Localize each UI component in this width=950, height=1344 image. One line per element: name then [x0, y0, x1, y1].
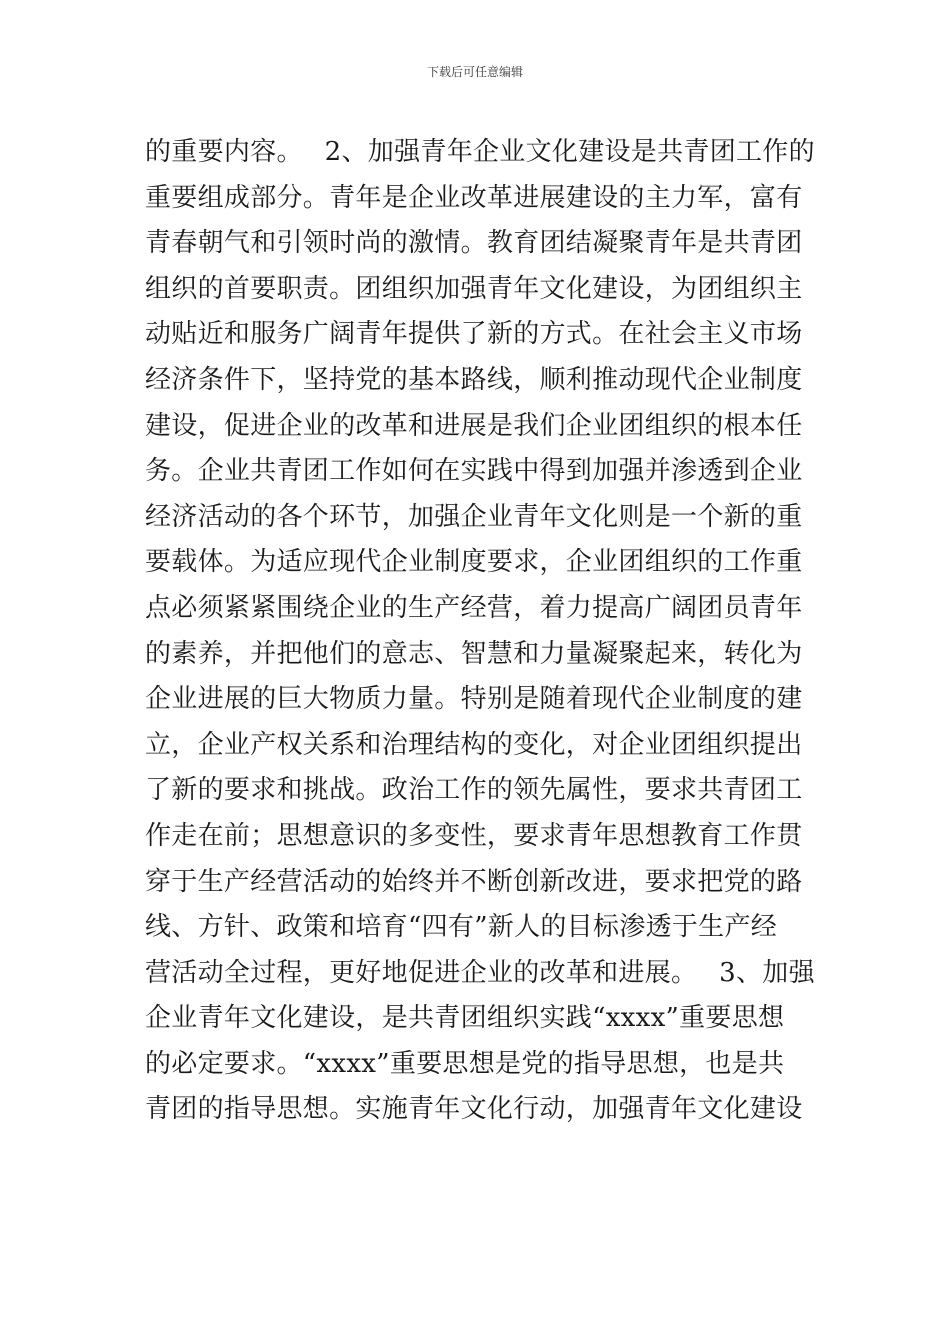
body-line: 动贴近和服务广阔青年提供了新的方式。在社会主义市场	[145, 319, 803, 350]
body-line: 了新的要求和挑战。政治工作的领先属性，要求共青团工	[145, 775, 803, 806]
document-body	[145, 130, 815, 1133]
body-line: 的必定要求。“xxxx”重要思想是党的指导思想，也是共	[145, 1048, 785, 1079]
body-line: 作走在前；思想意识的多变性，要求青年思想教育工作贯	[145, 820, 803, 851]
body-line: 企业青年文化建设，是共青团组织实践“xxxx”重要思想	[145, 1003, 785, 1034]
body-line: 重要组成部分。青年是企业改革进展建设的主力军，富有	[145, 182, 803, 213]
body-line: 建设，促进企业的改革和进展是我们企业团组织的根本任	[145, 410, 803, 441]
body-line: 经济活动的各个环节，加强企业青年文化则是一个新的重	[145, 501, 803, 532]
page-header: 下载后可任意编辑	[426, 65, 523, 79]
body-line: 穿于生产经营活动的始终并不断创新改进，要求把党的路	[145, 866, 803, 897]
body-line: 线、方针、政策和培育“四有”新人的目标渗透于生产经	[145, 912, 778, 943]
body-line: 的素养，并把他们的意志、智慧和力量凝聚起来，转化为	[145, 638, 803, 669]
body-line: 立，企业产权关系和治理结构的变化，对企业团组织提出	[145, 729, 803, 760]
body-line: 经济条件下，坚持党的基本路线，顺利推动现代企业制度	[145, 364, 803, 395]
body-line: 组织的首要职责。团组织加强青年文化建设，为团组织主	[145, 273, 803, 304]
body-line: 青团的指导思想。实施青年文化行动，加强青年文化建设	[145, 1094, 803, 1125]
body-line: 要载体。为适应现代企业制度要求，企业团组织的工作重	[145, 547, 803, 578]
body-line: 企业进展的巨大物质力量。特别是随着现代企业制度的建	[145, 684, 803, 715]
body-line: 务。企业共青团工作如何在实践中得到加强并渗透到企业	[145, 456, 803, 487]
body-line: 的重要内容。 2、加强青年企业文化建设是共青团工作的	[145, 137, 815, 167]
body-line: 青春朝气和引领时尚的激情。教育团结凝聚青年是共青团	[145, 228, 803, 259]
body-line: 点必须紧紧围绕企业的生产经营，着力提高广阔团员青年	[145, 592, 803, 623]
body-line: 营活动全过程，更好地促进企业的改革和进展。 3、加强	[145, 957, 815, 988]
